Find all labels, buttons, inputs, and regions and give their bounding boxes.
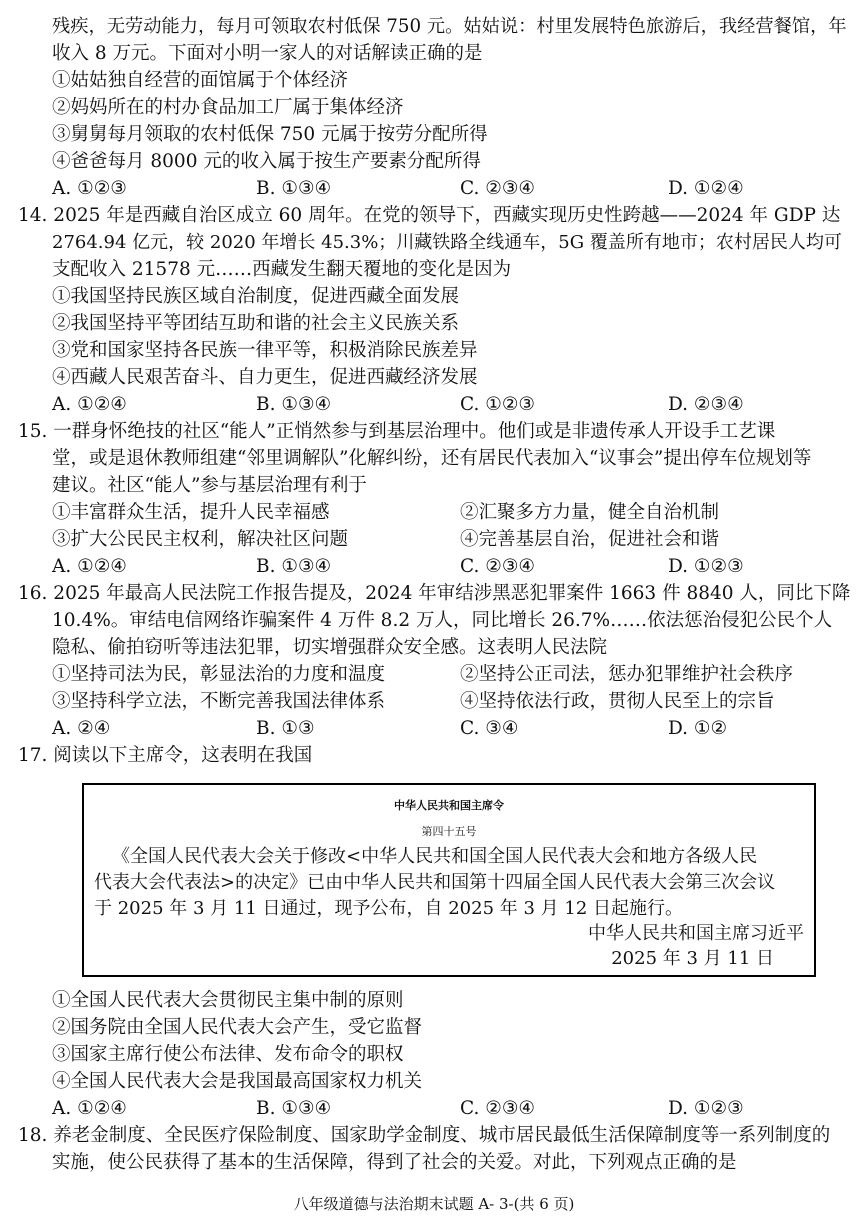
option-c[interactable]: C. ①②③: [460, 394, 536, 415]
q14-statement-1: ①我国坚持民族区域自治制度，促进西藏全面发展: [52, 286, 460, 307]
q16-statement-1: ①坚持司法为民，彰显法治的力度和温度: [52, 664, 386, 685]
q17-answer-options: [0, 1096, 868, 1123]
q15-stem-line-1: 15. 一群身怀绝技的社区“能人”正悄然参与到基层治理中。他们或是非遗传承人开设手工艺课: [18, 421, 776, 442]
q17-statement-2: ②国务院由全国人民代表大会产生，受它监督: [52, 1017, 423, 1038]
q18-stem-line-2: 实施，使公民获得了基本的生活保障，得到了社会的关爱。对此，下列观点正确的是: [52, 1152, 737, 1173]
q15-statement-1: ①丰富群众生活，提升人民幸福感: [52, 502, 330, 523]
order-body-line-3: 于 2025 年 3 月 11 日通过，现予公布，自 2025 年 3 月 12 日起施行。: [94, 898, 683, 919]
q14-stem-line-3: 支配收入 21578 元……西藏发生翻天覆地的变化是因为: [52, 259, 512, 280]
option-b[interactable]: B. ①③: [256, 718, 315, 739]
q17-stem: 17. 阅读以下主席令，这表明在我国: [18, 745, 313, 766]
q15-stem-line-2: 堂，或是退休教师组建“邻里调解队”化解纠纷，还有居民代表加入“议事会”提出停车位规划等: [52, 448, 812, 469]
option-b[interactable]: B. ①③④: [256, 394, 332, 415]
q13-answer-options: [0, 176, 868, 203]
q14-statement-3: ③党和国家坚持各民族一律平等，积极消除民族差异: [52, 340, 478, 361]
q14-stem-line-1: 14. 2025 年是西藏自治区成立 60 周年。在党的领导下，西藏实现历史性跨越——2024 年 GDP 达: [18, 205, 841, 226]
option-a[interactable]: A. ①②④: [52, 556, 127, 577]
option-d[interactable]: D. ①②③: [668, 1098, 744, 1119]
q13-stem-line-2: 收入 8 万元。下面对小明一家人的对话解读正确的是: [52, 43, 483, 64]
q17-statement-3: ③国家主席行使公布法律、发布命令的职权: [52, 1044, 404, 1065]
order-number: 第四十五号: [421, 825, 477, 838]
option-c[interactable]: C. ②③④: [460, 178, 536, 199]
q16-stem-line-3: 隐私、偷拍窃听等违法犯罪，切实增强群众安全感。这表明人民法院: [52, 637, 608, 658]
option-c[interactable]: C. ③④: [460, 718, 519, 739]
q16-statement-3: ③坚持科学立法，不断完善我国法律体系: [52, 691, 386, 712]
q15-statements-row-1: [0, 500, 868, 527]
option-a[interactable]: A. ①②④: [52, 1098, 127, 1119]
order-body-line-2: 代表大会代表法>的决定》已由中华人民共和国第十四届全国人民代表大会第三次会议: [94, 872, 776, 893]
option-c[interactable]: C. ②③④: [460, 556, 536, 577]
q16-statement-2: ②坚持公正司法，惩办犯罪维护社会秩序: [460, 664, 794, 685]
q15-answer-options: [0, 554, 868, 581]
option-d[interactable]: D. ②③④: [668, 394, 744, 415]
option-b[interactable]: B. ①③④: [256, 556, 332, 577]
q15-statement-4: ④完善基层自治，促进社会和谐: [460, 529, 720, 550]
option-a[interactable]: A. ①②③: [52, 178, 127, 199]
q16-answer-options: [0, 716, 868, 743]
presidential-order-box: [82, 783, 816, 977]
q16-statement-4: ④坚持依法行政，贯彻人民至上的宗旨: [460, 691, 775, 712]
option-d[interactable]: D. ①②④: [668, 178, 744, 199]
q15-statement-2: ②汇聚多方力量，健全自治机制: [460, 502, 720, 523]
option-b[interactable]: B. ①③④: [256, 1098, 332, 1119]
q13-statement-1: ①姑姑独自经营的面馆属于个体经济: [52, 70, 349, 91]
q16-stem-line-1: 16. 2025 年最高人民法院工作报告提及，2024 年审结涉黑恶犯罪案件 1663 件 8840 人，同比下降: [18, 583, 851, 604]
q18-stem-line-1: 18. 养老金制度、全民医疗保险制度、国家助学金制度、城市居民最低生活保障制度等一系列制度的: [18, 1125, 831, 1146]
order-signature: 中华人民共和国主席习近平: [588, 923, 804, 944]
q15-stem-line-3: 建议。社区“能人”参与基层治理有利于: [52, 475, 367, 496]
order-date: 2025 年 3 月 11 日: [611, 948, 774, 969]
q14-statement-4: ④西藏人民艰苦奋斗、自力更生，促进西藏经济发展: [52, 367, 478, 388]
option-d[interactable]: D. ①②: [668, 718, 728, 739]
q15-statements-row-2: [0, 527, 868, 554]
q14-statement-2: ②我国坚持平等团结互助和谐的社会主义民族关系: [52, 313, 460, 334]
q16-stem-line-2: 10.4%。审结电信网络诈骗案件 4 万件 8.2 万人，同比增长 26.7%……依法惩治侵犯公民个人: [52, 610, 833, 631]
option-c[interactable]: C. ②③④: [460, 1098, 536, 1119]
page-footer: 八年级道德与法治期末试题 A- 3-(共 6 页): [293, 1195, 575, 1213]
q16-statements-row-2: [0, 689, 868, 716]
order-title: 中华人民共和国主席令: [394, 799, 504, 812]
q13-stem-line-1: 残疾，无劳动能力，每月可领取农村低保 750 元。姑姑说：村里发展特色旅游后，我经营餐馆，年: [52, 16, 847, 37]
option-b[interactable]: B. ①③④: [256, 178, 332, 199]
option-a[interactable]: A. ②④: [52, 718, 111, 739]
q14-answer-options: [0, 392, 868, 419]
q13-statement-2: ②妈妈所在的村办食品加工厂属于集体经济: [52, 97, 404, 118]
option-a[interactable]: A. ①②④: [52, 394, 127, 415]
option-d[interactable]: D. ①②③: [668, 556, 744, 577]
q16-statements-row-1: [0, 662, 868, 689]
q13-statement-4: ④爸爸每月 8000 元的收入属于按生产要素分配所得: [52, 151, 481, 172]
q14-stem-line-2: 2764.94 亿元，较 2020 年增长 45.3%；川藏铁路全线通车，5G 覆盖所有地市；农村居民人均可: [52, 232, 842, 253]
q15-statement-3: ③扩大公民民主权利，解决社区问题: [52, 529, 349, 550]
q17-statement-4: ④全国人民代表大会是我国最高国家权力机关: [52, 1071, 423, 1092]
q13-statement-3: ③舅舅每月领取的农村低保 750 元属于按劳分配所得: [52, 124, 488, 145]
order-body-line-1: 《全国人民代表大会关于修改<中华人民共和国全国人民代表大会和地方各级人民: [112, 846, 758, 867]
q17-statement-1: ①全国人民代表大会贯彻民主集中制的原则: [52, 990, 404, 1011]
